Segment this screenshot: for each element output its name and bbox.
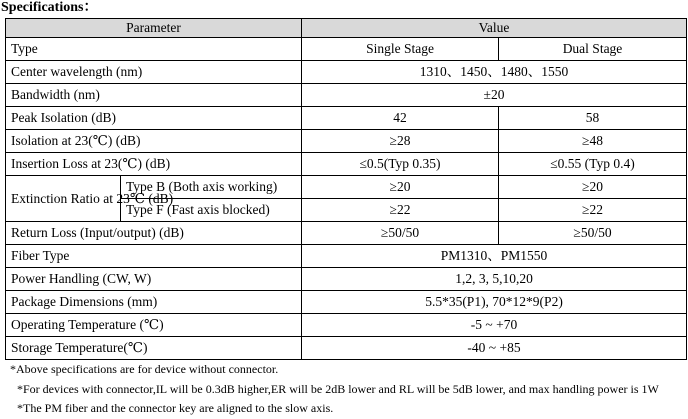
- dual-stage-value: Dual Stage: [499, 38, 687, 61]
- single-stage-value: Single Stage: [302, 38, 499, 61]
- specifications-heading: Specifications：: [1, 0, 98, 15]
- return-loss-dual: ≥50/50: [499, 222, 687, 245]
- storage-temperature-value: -40 ~ +85: [302, 337, 687, 360]
- isolation-23-label: Isolation at 23(℃) (dB): [6, 130, 302, 153]
- table-row: [6, 84, 687, 107]
- table-row: [6, 245, 687, 268]
- table-row: [6, 268, 687, 291]
- type-f-dual: ≥22: [499, 199, 687, 222]
- return-loss-label: Return Loss (Input/output) (dB): [6, 222, 302, 245]
- return-loss-single: ≥50/50: [302, 222, 499, 245]
- type-b-dual: ≥20: [499, 176, 687, 199]
- center-wavelength-label: Center wavelength (nm): [6, 61, 302, 84]
- footnotes: [10, 360, 659, 419]
- insertion-loss-single: ≤0.5(Typ 0.35): [302, 153, 499, 176]
- table-row: [6, 337, 687, 360]
- table-row: [6, 38, 687, 61]
- package-dimensions-value: 5.5*35(P1), 70*12*9(P2): [302, 291, 687, 314]
- insertion-loss-label: Insertion Loss at 23(℃) (dB): [6, 153, 302, 176]
- value-header: Value: [302, 19, 687, 38]
- peak-isolation-label: Peak Isolation (dB): [6, 107, 302, 130]
- peak-isolation-dual: 58: [499, 107, 687, 130]
- center-wavelength-value: 1310、1450、1480、1550: [302, 61, 687, 84]
- table-row: [6, 314, 687, 337]
- table-row: [6, 222, 687, 245]
- parameter-header: Parameter: [6, 19, 302, 38]
- peak-isolation-single: 42: [302, 107, 499, 130]
- specifications-table: [5, 18, 687, 360]
- bandwidth-label: Bandwidth (nm): [6, 84, 302, 107]
- table-row: [6, 291, 687, 314]
- operating-temperature-label: Operating Temperature (℃): [6, 314, 302, 337]
- type-b-single: ≥20: [302, 176, 499, 199]
- power-handling-value: 1,2, 3, 5,10,20: [302, 268, 687, 291]
- fiber-type-value: PM1310、PM1550: [302, 245, 687, 268]
- table-header-row: [6, 19, 687, 38]
- table-row: [6, 107, 687, 130]
- table-row: [6, 130, 687, 153]
- footnote: *For devices with connector,IL will be 0.3dB higher,ER will be 2dB lower and RL will be 5dB lower, and max handling power is 1W: [17, 381, 659, 396]
- footnote: *The PM fiber and the connector key are aligned to the slow axis.: [17, 401, 334, 415]
- power-handling-label: Power Handling (CW, W): [6, 268, 302, 291]
- operating-temperature-value: -5 ~ +70: [302, 314, 687, 337]
- fiber-type-label: Fiber Type: [6, 245, 302, 268]
- type-f-single: ≥22: [302, 199, 499, 222]
- table-row: [6, 176, 687, 199]
- isolation-23-single: ≥28: [302, 130, 499, 153]
- storage-temperature-label: Storage Temperature(℃): [6, 337, 302, 360]
- footnote: *Above specifications are for device without connector.: [10, 362, 279, 376]
- bandwidth-value: ±20: [302, 84, 687, 107]
- type-label: Type: [6, 38, 302, 61]
- insertion-loss-dual: ≤0.55 (Typ 0.4): [499, 153, 687, 176]
- package-dimensions-label: Package Dimensions (mm): [6, 291, 302, 314]
- table-row: [6, 61, 687, 84]
- extinction-ratio-label: Extinction Ratio at 23℃ (dB): [6, 176, 121, 222]
- type-f-label: Type F (Fast axis blocked): [121, 199, 302, 222]
- type-b-label: Type B (Both axis working): [121, 176, 302, 199]
- table-row: [6, 153, 687, 176]
- isolation-23-dual: ≥48: [499, 130, 687, 153]
